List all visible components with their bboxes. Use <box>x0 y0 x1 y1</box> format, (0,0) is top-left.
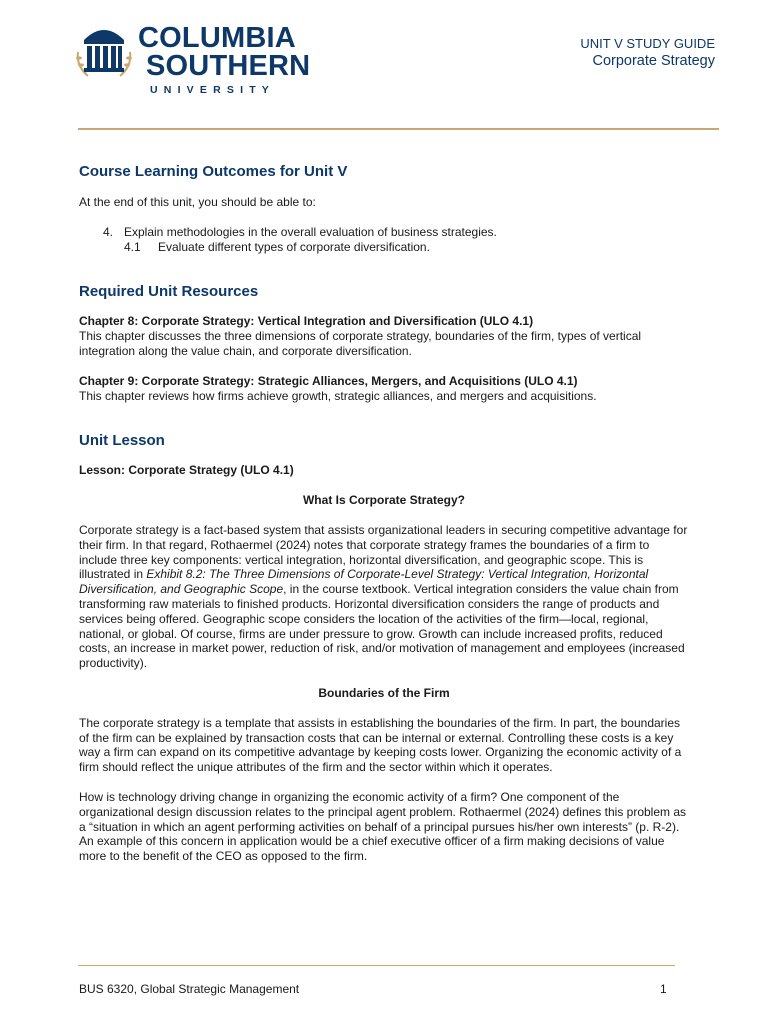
outcomes-heading: Course Learning Outcomes for Unit V <box>79 163 348 180</box>
main-content <box>79 162 689 864</box>
paragraph-text: Corporate strategy is a fact-based system that assists organizational leaders in securing competitive advantage for their firm. In that regard, Rothaermel (2024) notes that corporate strategy frames the boundaries of a firm to include three key components: vertical integration, horizontal diversification, and geographic scope. This is illustrated in <box>79 522 688 582</box>
lesson-paragraph <box>79 523 689 671</box>
chapter-title: Chapter 9: Corporate Strategy: Strategic Alliances, Mergers, and Acquisitions (ULO 4.1) <box>79 373 578 388</box>
chapter-title: Chapter 8: Corporate Strategy: Vertical Integration and Diversification (ULO 4.1) <box>79 314 534 329</box>
section-title: What Is Corporate Strategy? <box>302 493 466 508</box>
footer-course: BUS 6320, Global Strategic Management <box>79 982 300 996</box>
footer-divider <box>78 965 675 966</box>
guide-label: UNIT V STUDY GUIDE <box>580 36 715 51</box>
page-number: 1 <box>660 982 667 996</box>
outcome-subitem-text: Evaluate different types of corporate diversification. <box>158 239 430 254</box>
section-title: Boundaries of the Firm <box>318 685 450 700</box>
chapter-description: This chapter discusses the three dimensions of corporate strategy, boundaries of the firm, types of vertical integration along the value chain, and corporate diversification. <box>79 329 642 358</box>
paragraph-text: , in the course textbook. Vertical integration considers the value chain from transforming raw materials to finished products. Horizontal diversification considers the range of products and services being offered. Geographic scope considers the location of the activities of the firm—local, regional, national, or global. Of course, firms are under pressure to grow. Growth can include increased profits, reduced costs, an increase in market power, reduction of risk, and/or motivation of management and employees (increased productivity). <box>79 582 685 671</box>
outcome-number: 4. <box>103 224 114 239</box>
guide-title: Corporate Strategy <box>592 53 715 69</box>
header-divider <box>78 128 719 130</box>
lesson-paragraph: The corporate strategy is a template that assists in establishing the boundaries of the firm. In part, the boundaries of the firm can be explained by transaction costs that can be internal or external. Controlling these costs is a key way a firm can expand on its competitive advantage by keeping costs lower. Organizing the economic activity of a firm should reflect the unique attributes of the firm and the sector within which it operates. <box>79 715 682 775</box>
column-crest-icon <box>72 18 136 82</box>
chapter-description: This chapter reviews how firms achieve growth, strategic alliances, and mergers and acquisitions. <box>79 388 597 403</box>
outcome-subitem <box>79 240 689 255</box>
exhibit-reference: Exhibit 8.2: The Three Dimensions of Corporate-Level Strategy: Vertical Integration, Horizontal Diversification, and Geographic Scope <box>79 567 649 597</box>
logo-wordmark-line1: COLUMBIA <box>138 22 296 54</box>
university-logo <box>72 18 322 102</box>
resources-heading: Required Unit Resources <box>79 283 259 301</box>
lesson-paragraph: How is technology driving change in organizing the economic activity of a firm? One component of the organizational design discussion relates to the principal agent problem. Rothaermel (2024) defines this problem as a “situation in which an agent performing activities on behalf of a principal pursues his/her own interests” (p. R-2). An example of this concern in application would be a chief executive officer of a firm making decisions of value more to the benefit of the CEO as opposed to the firm. <box>79 789 687 864</box>
unit-lesson-heading: Unit Lesson <box>79 432 165 450</box>
lesson-title: Lesson: Corporate Strategy (ULO 4.1) <box>79 463 294 478</box>
outcome-item <box>79 225 689 240</box>
outcomes-intro: At the end of this unit, you should be able to: <box>79 195 316 209</box>
logo-wordmark-line2: SOUTHERN <box>146 50 311 82</box>
guide-header <box>580 36 715 70</box>
logo-wordmark-line3: UNIVERSITY <box>150 84 276 96</box>
outcome-subitem-number: 4.1 <box>124 239 141 254</box>
outcome-text: Explain methodologies in the overall evaluation of business strategies. <box>124 224 497 239</box>
